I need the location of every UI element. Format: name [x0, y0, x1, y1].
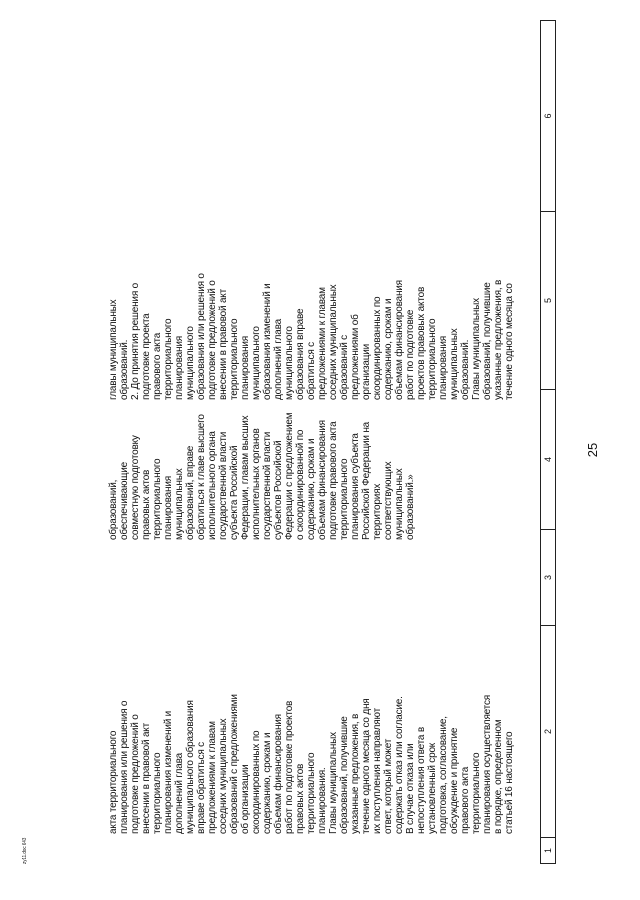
column-5-text — [108, 228, 515, 400]
text-line: Федерации, главам высших — [240, 415, 251, 540]
text-line: статьей 16 настоящего — [504, 731, 515, 834]
text-line: Российской Федерации на — [361, 421, 372, 540]
text-line: правовых актов — [141, 469, 152, 540]
text-line: планирования субъекта — [350, 433, 361, 540]
text-line: подготовке проекта — [141, 313, 152, 400]
text-line: образований с предложениями — [229, 694, 240, 834]
text-line: в порядке, определенном — [493, 719, 504, 834]
text-line: проектов правовых актов — [416, 286, 427, 400]
text-line: о скоординированной по — [295, 429, 306, 540]
text-line: обсуждение и принятие — [449, 727, 460, 834]
text-line: планирования. — [317, 767, 328, 834]
text-line: территориального — [471, 752, 482, 834]
text-line: содержанию, срокам и — [306, 438, 317, 540]
text-line: правового акта — [460, 766, 471, 834]
text-line: содержанию, срокам и — [383, 298, 394, 400]
text-line: образования или решения о — [196, 273, 207, 400]
text-line: территориального — [163, 318, 174, 400]
text-line: Главы муниципальных — [328, 732, 339, 834]
text-line: образований. — [119, 339, 130, 400]
table-header-row — [540, 20, 556, 864]
page-number: 25 — [585, 442, 600, 458]
text-line: 2. До принятия решения о — [130, 283, 141, 400]
text-line: обратиться с — [306, 342, 317, 400]
text-line: территориального — [427, 318, 438, 400]
text-line: территориального — [306, 752, 317, 834]
text-line: государственной власти — [218, 431, 229, 540]
text-line: работ по подготовке проектов — [284, 700, 295, 834]
text-line: ответ, который может — [383, 738, 394, 834]
text-line: образований, вправе — [185, 445, 196, 540]
text-line: правового акта — [152, 332, 163, 400]
text-line: их поступления направляют — [372, 708, 383, 834]
text-line: предложениями об — [350, 314, 361, 400]
column-2-text — [108, 634, 515, 834]
text-line: соответствующих — [383, 461, 394, 540]
text-line: обеспечивающие — [119, 461, 130, 540]
text-line: образований с — [339, 335, 350, 400]
text-line: исполнительного органа — [207, 431, 218, 540]
text-line: главы муниципальных — [108, 299, 119, 400]
header-col-4: 4 — [541, 389, 555, 529]
text-line: непоступления ответа в — [416, 727, 427, 834]
text-line: территориального — [152, 458, 163, 540]
text-line: предложениями к главам — [207, 721, 218, 834]
text-line: образований, получившие — [339, 716, 350, 834]
footer-file-info: zy11.doc 643 — [22, 837, 28, 864]
text-line: планирования или решения о — [119, 700, 130, 834]
text-line: планирования — [174, 336, 185, 400]
text-line: планирования изменений и — [163, 710, 174, 834]
text-line: планирования осуществляется — [482, 695, 493, 834]
text-line: образований. — [460, 339, 471, 400]
text-line: указанные предложения, в — [350, 713, 361, 834]
text-line: скоординированных по — [372, 296, 383, 400]
text-line: территориях — [372, 483, 383, 540]
text-line: Федерации с предложением — [284, 412, 295, 540]
text-line: организации — [361, 343, 372, 400]
text-line: муниципальных — [394, 468, 405, 540]
text-line: содержать отказ или согласие. — [394, 696, 405, 834]
text-line: муниципальных — [449, 328, 460, 400]
text-line: предложениями к главам — [317, 287, 328, 400]
text-line: муниципального — [284, 326, 295, 400]
text-line: планирования — [240, 336, 251, 400]
text-line: совместную подготовку — [130, 435, 141, 540]
text-line: территориального — [229, 318, 240, 400]
header-col-1: 1 — [541, 837, 555, 863]
text-line: объемам финансирования — [273, 714, 284, 834]
text-line: исполнительных органов — [251, 428, 262, 540]
text-line: об организации — [240, 764, 251, 834]
text-line: образования вправе — [295, 308, 306, 400]
header-col-5: 5 — [541, 211, 555, 389]
header-col-3: 3 — [541, 529, 555, 625]
text-line: соседних муниципальных — [328, 284, 339, 400]
text-line: вправе обратиться с — [196, 742, 207, 834]
text-line: субъекта Российской — [229, 445, 240, 540]
text-line: установленный срок — [427, 743, 438, 834]
text-line: объемам финансирования — [394, 280, 405, 400]
text-line: подготовка, согласование, — [438, 716, 449, 834]
text-line: подготовке предложений о — [207, 280, 218, 400]
text-line: образований.» — [405, 474, 416, 540]
text-line: дополнений глава — [273, 319, 284, 400]
text-line: подготовке предложений о — [130, 714, 141, 834]
text-line: акта территориального — [108, 730, 119, 834]
text-line: территориального — [152, 752, 163, 834]
text-line: работ по подготовке — [405, 309, 416, 400]
text-line: указанные предложения, в — [493, 279, 504, 400]
text-line: объемам финансирования — [317, 420, 328, 540]
header-col-6: 6 — [543, 113, 553, 119]
text-line: течение одного месяца со дня — [361, 698, 372, 834]
text-line: обратиться к главе высшего — [196, 414, 207, 540]
text-line: государственной власти — [262, 431, 273, 540]
text-line: Главы муниципальных — [471, 298, 482, 400]
text-line: В случае отказа или — [405, 743, 416, 834]
text-line: территориального — [339, 458, 350, 540]
text-line: субъектов Российской — [273, 440, 284, 540]
text-line: муниципальных — [174, 468, 185, 540]
text-line: образований, — [108, 479, 119, 540]
text-line: планирования — [163, 476, 174, 540]
text-line: течение одного месяца со — [504, 283, 515, 400]
text-line: соседних муниципальных — [218, 718, 229, 834]
text-line: образования изменений и — [262, 283, 273, 400]
header-col-2: 2 — [541, 625, 555, 837]
text-line: муниципального — [251, 326, 262, 400]
text-line: скоординированных по — [251, 730, 262, 834]
text-line: внесении в правовой акт — [218, 289, 229, 400]
text-line: муниципального — [185, 326, 196, 400]
text-line: дополнений глава — [174, 753, 185, 834]
text-line: образований, получившие — [482, 282, 493, 400]
text-line: планирования — [438, 336, 449, 400]
text-line: подготовке правового акта — [328, 421, 339, 540]
text-line: правовых актов — [295, 763, 306, 834]
column-4-text — [108, 402, 416, 540]
text-line: внесении в правовой акт — [141, 723, 152, 834]
text-line: муниципального образования — [185, 700, 196, 834]
text-line: содержанию, срокам и — [262, 732, 273, 834]
